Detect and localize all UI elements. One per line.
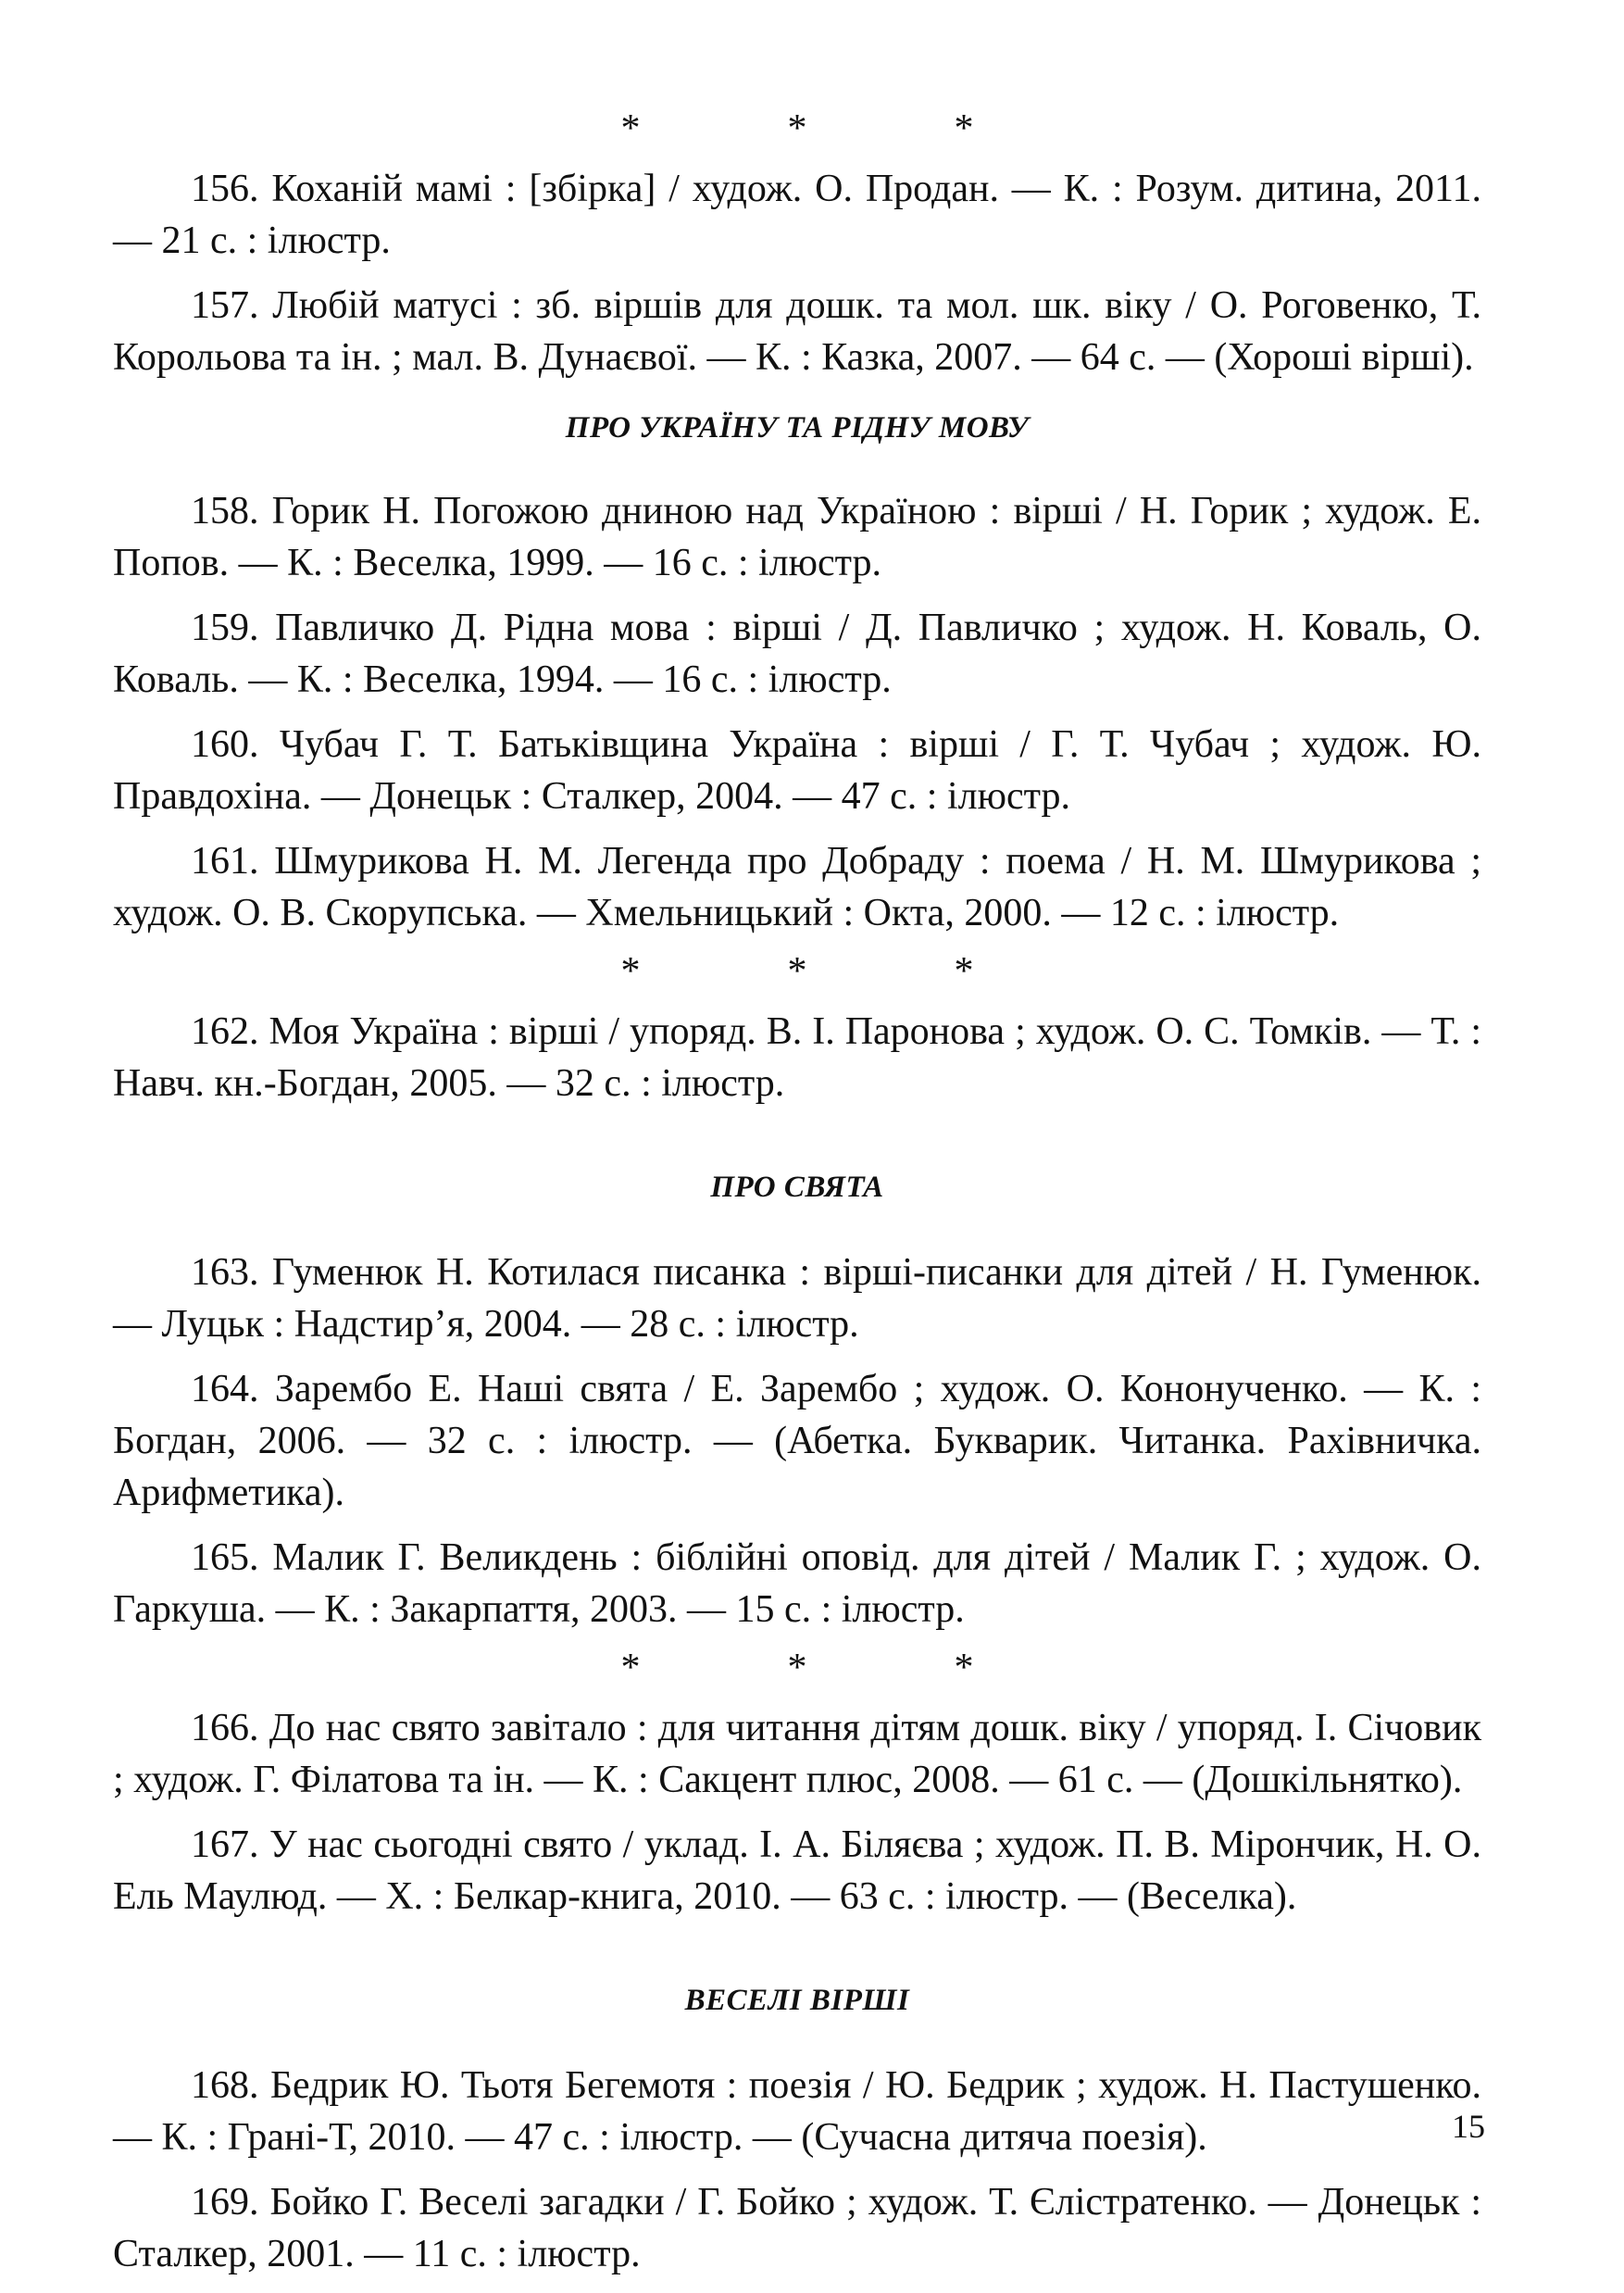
separator-star: * — [620, 950, 641, 993]
bibliography-entry: 156. Коханій мамі : [збірка] / худож. О. Продан. — К. : Розум. дитина, 2011. — 21 с. : ілюстр. — [113, 168, 1481, 262]
section-heading: ПРО УКРАЇНУ ТА РІДНУ МОВУ — [565, 411, 1030, 445]
separator-star: * — [620, 107, 641, 150]
bibliography-entry: 165. Малик Г. Великдень : біблійні оповід. для дітей / Малик Г. ; худож. О. Гаркуша. — К. : Закарпаття, 2003. — 15 с. : ілюстр. — [113, 1536, 1481, 1631]
separator-star: * — [787, 1647, 807, 1689]
bibliography-entry: 157. Любій матусі : зб. віршів для дошк. та мол. шк. віку / О. Роговенко, Т. Корольова та ін. ; мал. В. Дунаєвої. — К. : Казка, 2007. — 64 с. — (Хороші вірші). — [113, 284, 1481, 379]
section-heading: ПРО СВЯТА — [710, 1171, 884, 1204]
bibliography-entry: 168. Бедрик Ю. Тьотя Бегемотя : поезія / Ю. Бедрик ; худож. Н. Пастушенко. — К. : Грані-Т, 2010. — 47 с. : ілюстр. — (Сучасна дитяча поезія). — [113, 2064, 1481, 2159]
bibliography-entry: 158. Горик Н. Погожою дниною над Україною : вірші / Н. Горик ; худож. Е. Попов. — К. : Веселка, 1999. — 16 с. : ілюстр. — [113, 490, 1481, 584]
separator-star: * — [787, 950, 807, 993]
page-content — [113, 109, 1481, 2293]
page-number: 15 — [1452, 2108, 1485, 2145]
separator-star: * — [954, 1647, 974, 1689]
separator-star: * — [620, 1647, 641, 1689]
separator-stars — [113, 1648, 1481, 1702]
separator-star: * — [954, 950, 974, 993]
bibliography-entry: 163. Гуменюк Н. Котилася писанка : вірші-писанки для дітей / Н. Гуменюк. — Луцьк : Надстир’я, 2004. — 28 с. : ілюстр. — [113, 1251, 1481, 1346]
section-heading: ВЕСЕЛІ ВІРШІ — [684, 1984, 910, 2017]
bibliography-entry: 167. У нас сьогодні свято / уклад. І. А. Біляєва ; худож. П. В. Мірончик, Н. О. Ель Маулюд. — Х. : Белкар-книга, 2010. — 63 с. : ілюстр. — (Веселка). — [113, 1823, 1481, 1918]
separator-star: * — [787, 107, 807, 150]
bibliography-entry: 162. Моя Україна : вірші / упоряд. В. І. Паронова ; худож. О. С. Томків. — Т. : Навч. кн.-Богдан, 2005. — 32 с. : ілюстр. — [113, 1010, 1481, 1105]
bibliography-entry: 159. Павличко Д. Рідна мова : вірші / Д. Павличко ; худож. Н. Коваль, О. Коваль. — К. : Веселка, 1994. — 16 с. : ілюстр. — [113, 607, 1481, 701]
bibliography-entry: 166. До нас свято завітало : для читання дітям дошк. віку / упоряд. І. Січовик ; худож. Г. Філатова та ін. — К. : Сакцент плюс, 2008. — 61 с. — (Дошкільнятко). — [113, 1707, 1481, 1801]
bibliography-entry: 161. Шмурикова Н. М. Легенда про Добраду : поема / Н. М. Шмурикова ; худож. О. В. Скорупська. — Хмельницький : Окта, 2000. — 12 с. : ілюстр. — [113, 840, 1481, 934]
separator-stars — [113, 952, 1481, 1006]
bibliography-entry: 164. Зарембо Е. Наші свята / Е. Зарембо ; худож. О. Кононученко. — К. : Богдан, 2006. — 32 с. : ілюстр. — (Абетка. Букварик. Читанка. Рахівничка. Арифметика). — [113, 1368, 1481, 1514]
separator-stars — [113, 109, 1481, 163]
separator-star: * — [954, 107, 974, 150]
bibliography-entry: 169. Бойко Г. Веселі загадки / Г. Бойко ; худож. Т. Єлістратенко. — Донецьк : Сталкер, 2001. — 11 с. : ілюстр. — [113, 2181, 1481, 2275]
bibliography-entry: 160. Чубач Г. Т. Батьківщина Україна : вірші / Г. Т. Чубач ; худож. Ю. Правдохіна. — Донецьк : Сталкер, 2004. — 47 с. : ілюстр. — [113, 723, 1481, 818]
